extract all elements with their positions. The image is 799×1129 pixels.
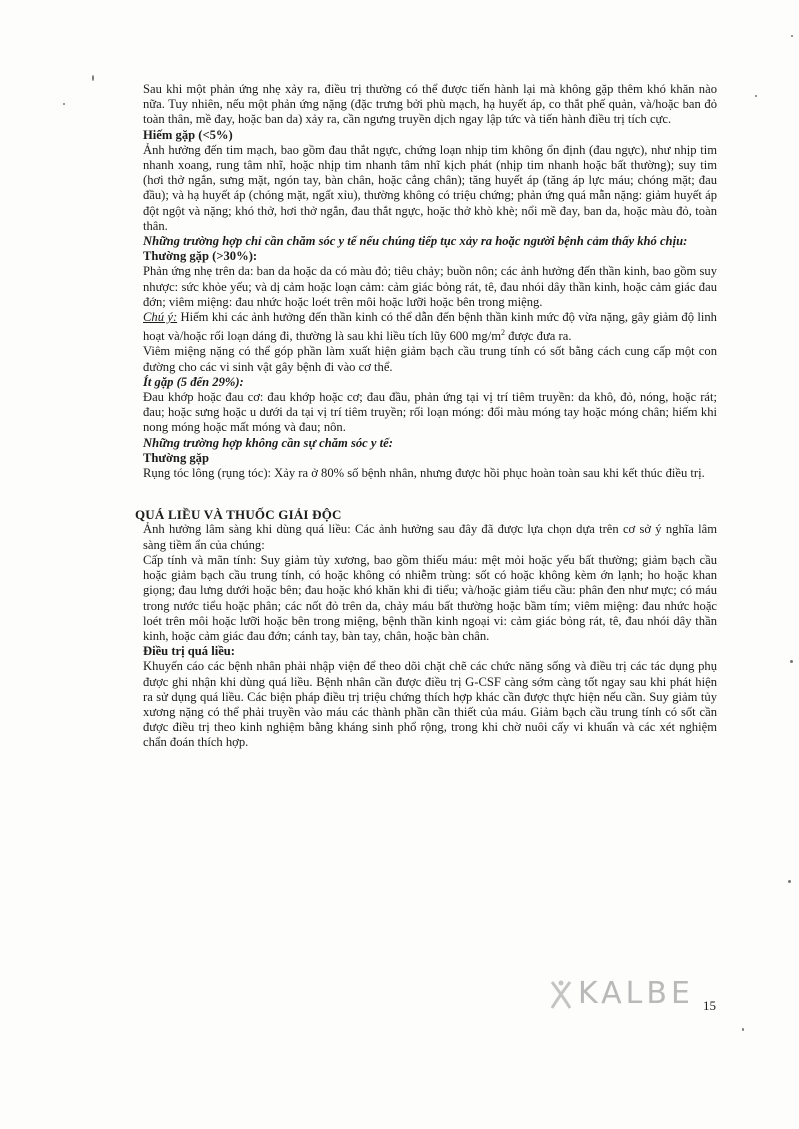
note-superscript: 2 xyxy=(501,328,505,338)
scan-speck xyxy=(788,880,791,883)
kalbe-watermark xyxy=(548,976,694,1011)
heading-no-care-needed: Những trường hợp không cần sự chăm sóc y tế: xyxy=(143,435,393,450)
paragraph-alopecia: Rụng tóc lông (rụng tóc): Xảy ra ở 80% số bệnh nhân, nhưng được hồi phục hoàn toàn sau khi kết thúc điều trị. xyxy=(143,466,705,481)
page-number: 15 xyxy=(703,998,716,1013)
paragraph-reaction-restart: Sau khi một phản ứng nhẹ xảy ra, điều trị thường có thể được tiến hành lại mà không gặp thêm khó khăn nào nữa. Tuy nhiên, nếu một phản ứng nặng (đặc trưng bởi phù mạch, hạ huyết áp, co thắt phế quản, và/hoặc ban đỏ toàn thân, mề đay, hoặc ban da) xảy ra, cần ngưng truyền dịch ngay lập tức và tiến hành điều trị tích cực. xyxy=(143,82,717,127)
scan-speck xyxy=(63,103,65,105)
note-text-a: Hiếm khi các ảnh hưởng đến thần kinh có thể dẫn đến bệnh thần kinh mức độ vừa nặng, gây giảm độ linh hoạt và/hoặc rối loạn dáng đi, thường là sau khi liều tích lũy 600 mg/m xyxy=(143,310,717,344)
heading-common-2: Thường gặp xyxy=(143,450,209,465)
scan-speck xyxy=(742,1028,744,1031)
scan-speck xyxy=(755,95,757,97)
heading-overdose-treatment: Điều trị quá liều: xyxy=(143,644,236,659)
section-gap xyxy=(143,481,717,507)
paragraph-clinical-effects: Ảnh hưởng lâm sàng khi dùng quá liều: Các ảnh hưởng sau đây đã được lựa chọn dựa trên cơ sở ý nghĩa lâm sàng tiềm ẩn của chúng: xyxy=(143,522,717,552)
heading-common: Thường gặp (>30%): xyxy=(143,249,258,264)
section-title-overdose: QUÁ LIỀU VÀ THUỐC GIẢI ĐỘC xyxy=(135,507,342,523)
scan-speck xyxy=(791,35,793,37)
heading-rare: Hiếm gặp (<5%) xyxy=(143,127,233,142)
paragraph-stomatitis: Viêm miệng nặng có thể góp phần làm xuất hiện giảm bạch cầu trung tính có sốt bằng cách cung cấp một con đường cho các vi sinh vật gây bệnh đi vào cơ thể. xyxy=(143,344,717,374)
heading-medical-care-if-continue: Những trường hợp chỉ cần chăm sóc y tế nếu chúng tiếp tục xảy ra hoặc người bệnh cảm thấy khó chịu: xyxy=(143,234,688,249)
paragraph-overdose-treatment: Khuyến cáo các bệnh nhân phải nhập viện để theo dõi chặt chẽ các chức năng sống và điều trị các tác dụng phụ được ghi nhận khi dùng quá liều. Bệnh nhân cần được điều trị G-CSF càng sớm càng tốt ngay sau khi phát hiện ra sử dụng quá liều. Các biện pháp điều trị triệu chứng thích hợp khác cần được thực hiện nếu cần. Suy giảm tủy xương nặng có thể phải truyền vào máu các thành phần cần thiết của máu. Giảm bạch cầu trung tính có sốt cần được điều trị theo kinh nghiệm bằng kháng sinh phổ rộng, trong khi chờ nuôi cấy vi khuẩn và các xét nghiệm chẩn đoán thích hợp. xyxy=(143,659,717,750)
paragraph-rare-effects: Ảnh hưởng đến tim mạch, bao gồm đau thắt ngực, chứng loạn nhịp tim không ổn định (đau ngực), như nhịp tim nhanh xoang, rung tâm nhĩ, hoặc nhịp tim nhanh tâm nhĩ kịch phát (nhịp tim nhanh hoặc bất thường); suy tim (hơi thở ngắn, sưng mặt, ngón tay, bàn chân, hoặc cẳng chân); tăng huyết áp (tăng áp lực máu; chóng mặt; đau đầu); và hạ huyết áp (chóng mặt, ngất xỉu), thường không có triệu chứng; phản ứng quá mẫn nặng: giảm huyết áp đột ngột và nặng; khó thở, hơi thở ngắn, đau thắt ngực, hoặc thở khò khè; nổi mề đay, ban da, hoặc màu đỏ, toàn thân. xyxy=(143,142,717,233)
scan-speck xyxy=(790,660,793,663)
note-label: Chú ý: xyxy=(143,310,178,325)
paragraph-acute-chronic: Cấp tính và mãn tính: Suy giảm tủy xương, bao gồm thiếu máu: mệt mỏi hoặc yếu bất thường; giảm bạch cầu hoặc giảm bạch cầu trung tính, có hoặc không có nhiễm trùng: sốt có hoặc không kèm ớn lạnh; ho hoặc khan giọng; đau lưng dưới hoặc bên; đau hoặc khó khăn khi đi tiểu; và/hoặc giảm tiểu cầu: phân đen như mực; có máu trong nước tiểu hoặc phân; các nốt đỏ trên da, chảy máu bất thường hoặc bầm tím; viêm miệng: đau nhức hoặc loét trên môi hoặc lưỡi hoặc bên trong miệng, bệnh thần kinh ngoại vi: cảm giác bỏng rát, tê, đau nhói dây thần kinh, hoặc cảm giác đau đớn; cánh tay, bàn tay, chân, hoặc bàn chân. xyxy=(143,552,717,643)
note-text-b: được đưa ra. xyxy=(505,329,572,344)
heading-less-common: Ít gặp (5 đến 29%): xyxy=(143,374,244,389)
watermark-text: KALBE xyxy=(578,976,694,1011)
scan-speck xyxy=(92,75,94,81)
paragraph-less-common-effects: Đau khớp hoặc đau cơ: đau khớp hoặc cơ; đau đầu, phản ứng tại vị trí tiêm truyền: da khô, đỏ, nóng, hoặc rát; đau; hoặc sưng hoặc u dưới da tại vị trí tiêm truyền; rối loạn móng: đổi màu móng tay hoặc móng chân; hiếm khi nong móng hoặc mất móng và đau; nôn. xyxy=(143,390,717,435)
page-content xyxy=(135,82,717,751)
paragraph-common-effects: Phản ứng nhẹ trên da: ban da hoặc da có màu đỏ; tiêu chảy; buồn nôn; các ảnh hưởng đến thần kinh, bao gồm suy nhược: sức khỏe yếu; và dị cảm hoặc loạn cảm: cảm giác bỏng rát, tê, đau nhói dây thần kinh, hoặc cảm giác đau đớn; viêm miệng: đau nhức hoặc loét trên môi hoặc lưỡi hoặc bên trong miệng. xyxy=(143,264,717,309)
paragraph-note xyxy=(143,310,717,344)
